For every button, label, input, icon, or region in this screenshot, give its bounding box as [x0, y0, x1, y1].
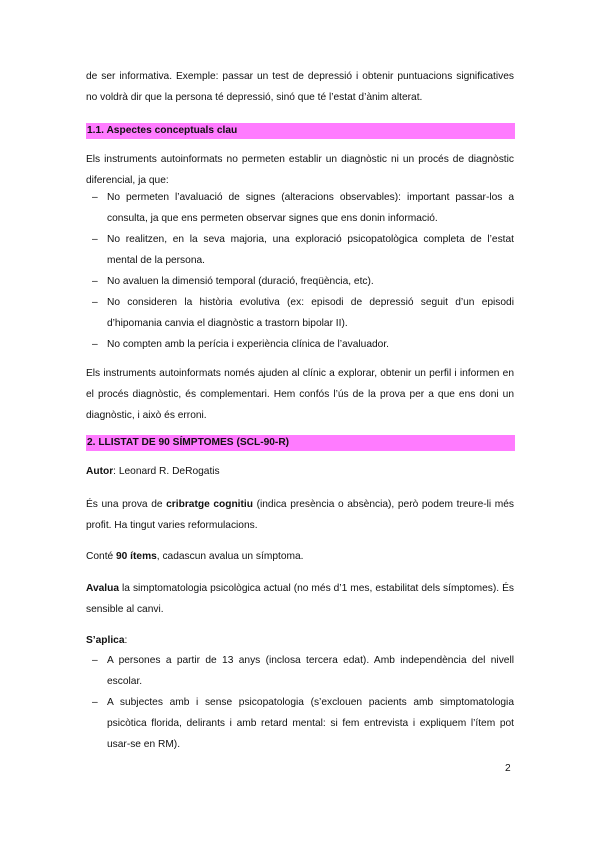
- applies-colon: :: [124, 635, 128, 646]
- list-item-text: No compten amb la perícia i experiència clínica de l’avaluador.: [107, 339, 390, 350]
- screening-text-pre: És una prova de: [86, 499, 167, 510]
- section-heading-2-text: 2. LLISTAT DE 90 SÍMPTOMES (SCL-90-R): [87, 437, 290, 448]
- applies-label: [86, 630, 514, 651]
- section-1-1-lead: Els instruments autoinformats no permeten establir un diagnòstic ni un procés de diagnòstic diferencial, ja que:: [86, 154, 514, 186]
- section-1-1-closing: Els instruments autoinformats només ajuden al clínic a explorar, obtenir un perfil i informen en el procés diagnòstic, és complementari. Hem confós l’ús de la prova per a que ens doni un diagnòstic, i això és erroni.: [86, 368, 514, 421]
- list-item: [92, 229, 514, 271]
- author-line: [86, 461, 514, 482]
- list-item-text: No consideren la història evolutiva (ex: episodi de depressió seguit d’un episodi d’hipomania canvia el diagnòstic a trastorn bipolar II).: [107, 297, 514, 329]
- intro-paragraph: de ser informativa. Exemple: passar un test de depressió i obtenir puntuacions significatives no voldrà dir que la persona té depressió, sinó que té l’estat d’ànim alterat.: [86, 71, 514, 103]
- bullet-dash: –: [92, 697, 98, 708]
- list-item: [92, 271, 514, 292]
- section-heading-1-1: [86, 123, 515, 139]
- list-item-text: A subjectes amb i sense psicopatologia (s’exclouen pacients amb simptomatologia psicòtica florida, delirants i amb retard mental: si fem entrevista i expliquem l’ítem pot usar-se en RM).: [107, 697, 514, 750]
- list-item-text: No realitzen, en la seva majoria, una exploració psicopatològica completa de l’estat mental de la persona.: [107, 234, 514, 266]
- items-text-post: , cadascun avalua un símptoma.: [156, 551, 304, 562]
- items-text-pre: Conté: [86, 551, 117, 562]
- items-paragraph: [86, 546, 514, 567]
- bullet-dash: –: [92, 276, 98, 287]
- items-text-bold: 90 ítems: [116, 551, 157, 562]
- list-item: [92, 334, 514, 355]
- list-item: [92, 650, 514, 692]
- evaluates-paragraph: [86, 578, 514, 620]
- section-heading-2: [86, 435, 515, 451]
- applies-text-bold: S’aplica: [86, 635, 125, 646]
- bullet-dash: –: [92, 655, 98, 666]
- screening-text-bold: cribratge cognitiu: [166, 499, 253, 510]
- list-item-text: No permeten l’avaluació de signes (alteracions observables): important passar-los a consulta, ja que ens permeten observar signes que ens donin informació.: [107, 192, 514, 224]
- bullet-dash: –: [92, 192, 98, 203]
- list-item: [92, 292, 514, 334]
- list-item-text: A persones a partir de 13 anys (inclosa tercera edat). Amb independència del nivell escolar.: [107, 655, 514, 687]
- evaluates-text-post: la simptomatologia psicològica actual (no més d’1 mes, estabilitat dels símptomes). És sensible al canvi.: [86, 583, 514, 615]
- list-item-text: No avaluen la dimensió temporal (duració, freqüència, etc).: [107, 276, 374, 287]
- screening-paragraph: [86, 494, 514, 536]
- author-label: Autor: [86, 466, 114, 477]
- evaluates-text-bold: Avalua: [86, 583, 120, 594]
- bullet-dash: –: [92, 297, 98, 308]
- section-2-bullet-list: [92, 650, 514, 755]
- author-value: : Leonard R. DeRogatis: [113, 466, 220, 477]
- bullet-dash: –: [92, 339, 98, 350]
- bullet-dash: –: [92, 234, 98, 245]
- screening-text-post: (indica presència o absència), però podem treure-li més profit. Ha tingut varies reformulacions.: [86, 499, 515, 531]
- section-1-1-bullet-list: [92, 187, 514, 355]
- section-heading-1-1-text: 1.1. Aspectes conceptuals clau: [87, 125, 238, 136]
- list-item: [92, 187, 514, 229]
- list-item: [92, 692, 514, 755]
- page-number: 2: [505, 763, 511, 774]
